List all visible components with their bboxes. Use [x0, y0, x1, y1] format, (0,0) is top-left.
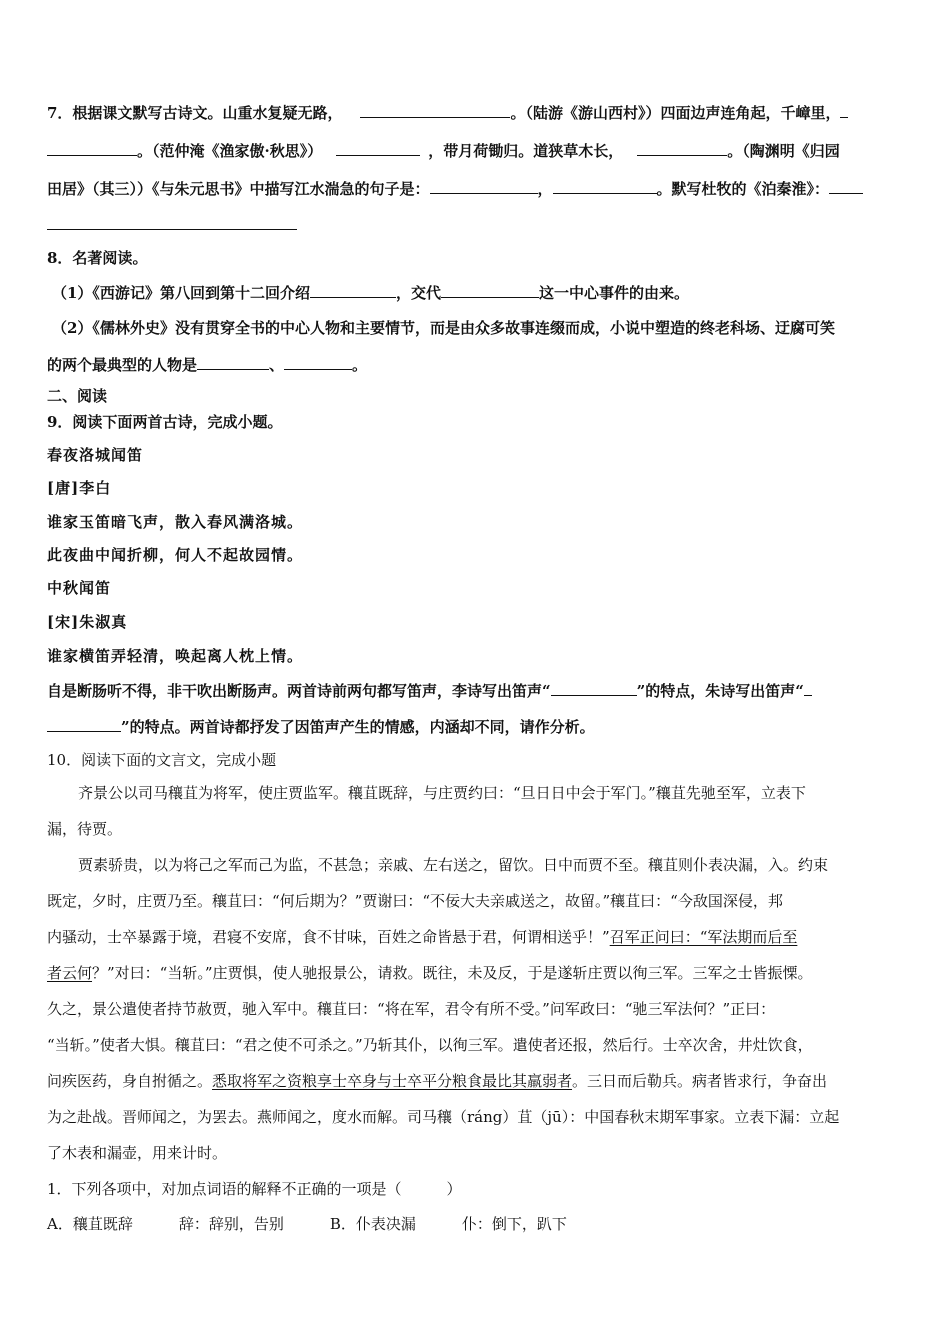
passage-text: 内骚动，士卒暴露于境，君寝不安席，食不甘味，百姓之命皆悬于君，何谓相送乎！”	[47, 928, 610, 946]
q8-text: 的两个最典型的人物是	[47, 356, 198, 374]
option-b[interactable]: B．仆表决漏	[329, 1215, 416, 1233]
q9-question	[47, 716, 595, 737]
q9-text: 自是断肠听不得，非干吹出断肠声。两首诗前两句都写笛声，李诗写出笛声“	[47, 682, 551, 700]
answer-blank[interactable]	[441, 282, 539, 298]
section-heading: 二、阅读	[47, 387, 108, 405]
answer-blank[interactable]	[360, 102, 510, 118]
q8-text: （1）《西游记》第八回到第十二回介绍	[52, 284, 310, 302]
q7-text: ，带月荷锄归。道狭草木长，	[428, 142, 624, 160]
answer-blank[interactable]	[840, 102, 848, 118]
poem1-title: 春夜洛城闻笛	[47, 446, 144, 464]
answer-blank[interactable]	[284, 354, 352, 370]
q7-text: 田居》（其三））《与朱元思书》中描写江水湍急的句子是：	[47, 180, 430, 198]
q9-title: 9．阅读下面两首古诗，完成小题。	[47, 413, 283, 431]
passage-text: ？”对曰：“当斩。”庄贾惧，使人驰报景公，请救。既往，未及反，于是遂斩庄贾以徇三军。三军之士皆振慄。	[92, 964, 813, 982]
passage-line: “当斩。”使者大惧。穰苴曰：“君之使不可杀之。”乃斩其仆，以徇三军。遣使者还报，然后行。士卒次舍，井灶饮食，	[47, 1036, 813, 1054]
answer-blank[interactable]	[336, 140, 420, 156]
q7-line-1	[47, 102, 848, 123]
answer-blank[interactable]	[430, 178, 538, 194]
q8-part-2-cont	[47, 354, 367, 375]
poem2-title: 中秋闻笛	[47, 579, 112, 597]
poem1-line-1: 谁家玉笛暗飞声，散入春风满洛城。	[47, 513, 304, 531]
passage-line	[47, 927, 797, 947]
q7-line-3	[47, 178, 863, 199]
q7-text: 。默写杜牧的《泊秦淮》：	[656, 180, 830, 198]
answer-blank[interactable]	[804, 680, 812, 696]
underlined-sentence: 召军正问曰：“军法期而后至	[609, 928, 798, 946]
answer-blank[interactable]	[197, 354, 269, 370]
q10-title: 10．阅读下面的文言文，完成小题	[47, 751, 277, 769]
answer-blank[interactable]	[637, 140, 727, 156]
passage-text: 。三日而后勒兵。病者皆求行，争奋出	[572, 1072, 828, 1090]
q8-part-2: （2）《儒林外史》没有贯穿全书的中心人物和主要情节，而是由众多故事连缀而成，小说中塑造的终老科场、迂腐可笑	[52, 319, 835, 337]
passage-line: 了木表和漏壶，用来计时。	[47, 1144, 228, 1162]
passage-line: 为之赴战。晋师闻之，为罢去。燕师闻之，度水而解。司马穰（ráng）苴（jū）：中国春秋末期军事家。立表下漏：立起	[47, 1108, 840, 1126]
q7-text: ，	[537, 180, 553, 198]
answer-blank[interactable]	[47, 214, 297, 230]
passage-text: 问疾医药，身自拊循之。	[47, 1072, 213, 1090]
poem2-author: [宋]朱淑真	[47, 613, 128, 631]
answer-blank[interactable]	[829, 178, 863, 194]
passage-line: 齐景公以司马穰苴为将军，使庄贾监军。穰苴既辞，与庄贾约曰：“旦日日中会于军门。”穰苴先驰至军，立表下	[78, 784, 806, 802]
passage-line: 久之，景公遣使者持节赦贾，驰入军中。穰苴曰：“将在军，君令有所不受。”问军政曰：“驰三军法何？”正曰：	[47, 1000, 776, 1018]
passage-line: 贾素骄贵，以为将己之军而己为监，不甚急；亲戚、左右送之，留饮。日中而贾不至。穰苴则仆表决漏，入。约束	[78, 856, 829, 874]
poem2-line-2	[47, 680, 812, 701]
q9-text: ”的特点。两首诗都抒发了因笛声产生的情感，内涵却不同，请作分析。	[121, 718, 595, 736]
q9-text: ”的特点，朱诗写出笛声“	[636, 682, 804, 700]
q7-text: 。（陶渊明《归园	[727, 142, 840, 160]
q7-text: 7．根据课文默写古诗文。山重水复疑无路，	[47, 104, 343, 122]
q8-text: 这一中心事件的由来。	[538, 284, 689, 302]
q7-line-4	[47, 214, 297, 235]
q7-text: 。（范仲淹《渔家傲·秋思》）	[137, 142, 323, 160]
answer-blank[interactable]	[47, 140, 137, 156]
q8-text: 。	[352, 356, 368, 374]
q8-text: 、	[269, 356, 285, 374]
answer-blank[interactable]	[553, 178, 657, 194]
underlined-sentence: 者云何	[47, 964, 93, 982]
q7-text: 。（陆游《游山西村》）四面边声连角起，千嶂里，	[510, 104, 841, 122]
passage-line	[47, 963, 813, 983]
option-a[interactable]: A．穰苴既辞	[47, 1215, 133, 1233]
passage-line: 漏，待贾。	[47, 820, 123, 838]
q8-part-1	[52, 282, 689, 303]
answer-blank[interactable]	[551, 680, 637, 696]
poem1-line-2: 此夜曲中闻折柳，何人不起故园情。	[47, 546, 304, 564]
poem2-line-1: 谁家横笛弄轻清，唤起离人枕上情。	[47, 647, 304, 665]
answer-blank[interactable]	[310, 282, 396, 298]
q8-text: ，交代	[395, 284, 441, 302]
underlined-sentence: 悉取将军之资粮享士卒身与士卒平分粮食最比其羸弱者	[212, 1072, 573, 1090]
answer-blank[interactable]	[47, 716, 121, 732]
poem1-author: [唐]李白	[47, 479, 112, 497]
passage-line: 既定，夕时，庄贾乃至。穰苴曰：“何后期为？”贾谢曰：“不佞大夫亲戚送之，故留。”穰苴曰：“今敌国深侵，邦	[47, 892, 783, 910]
sub-question-1: 1．下列各项中，对加点词语的解释不正确的一项是（ ）	[47, 1180, 462, 1198]
option-row	[47, 1214, 567, 1234]
option-b-note: 仆：倒下，趴下	[461, 1215, 567, 1233]
q7-line-2	[47, 140, 840, 161]
q8-title: 8．名著阅读。	[47, 249, 148, 267]
option-a-note: 辞：辞别，告别	[178, 1215, 284, 1233]
passage-line	[47, 1071, 827, 1091]
